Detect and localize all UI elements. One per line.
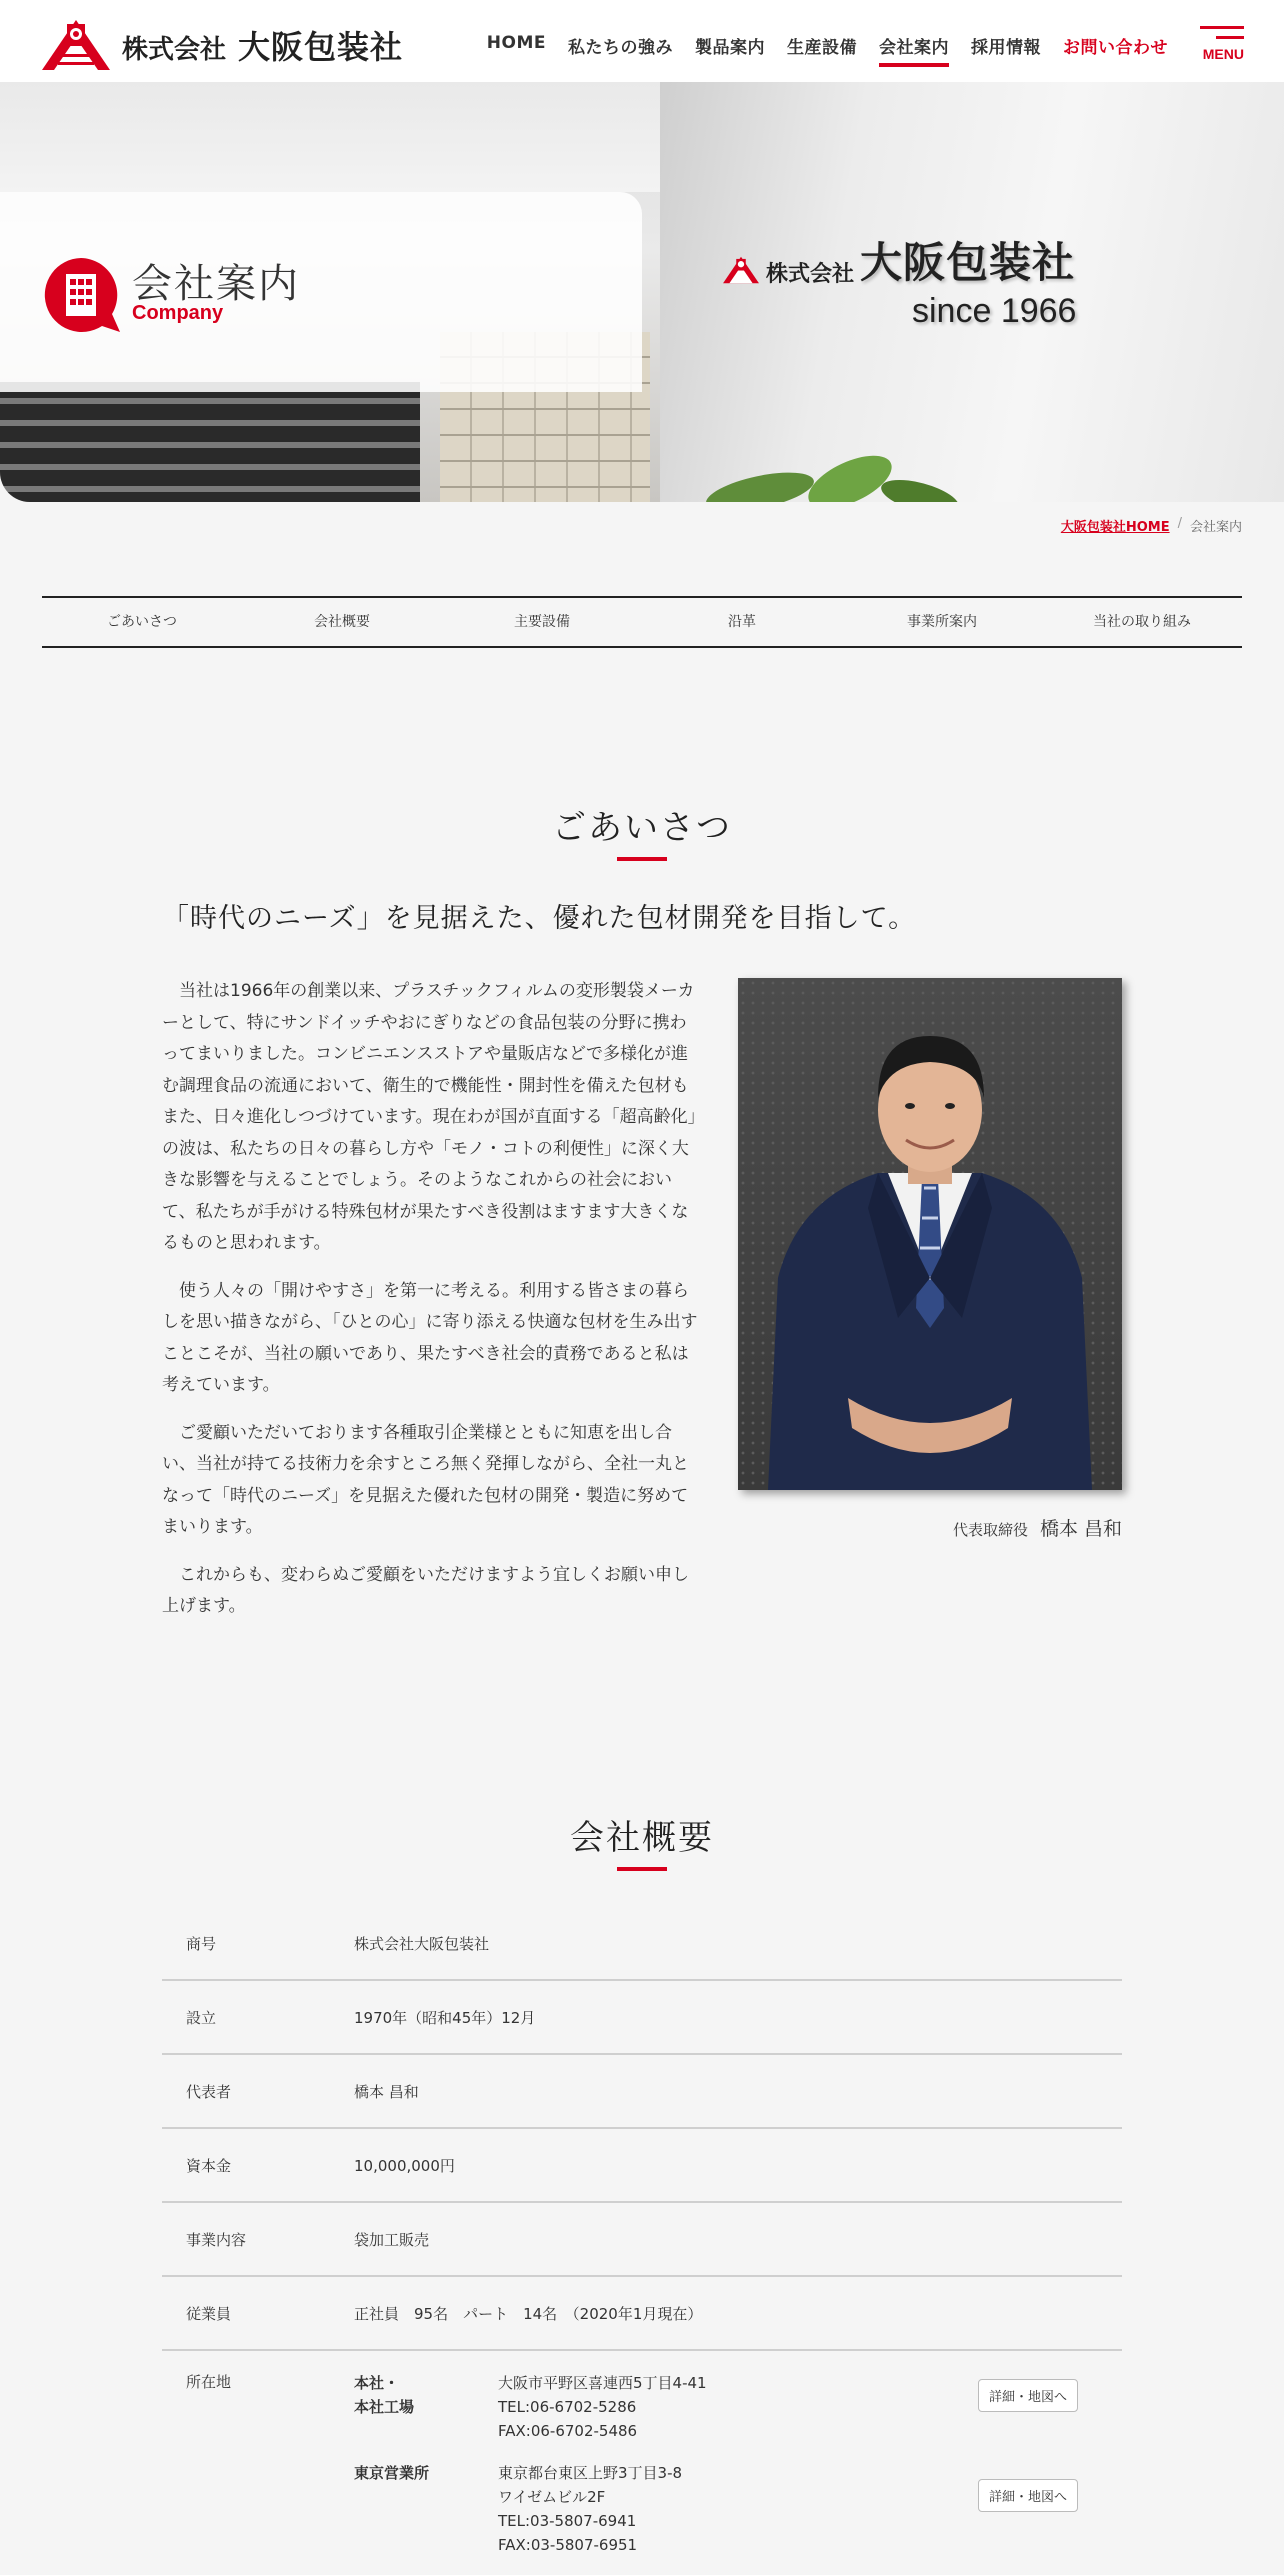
table-row bbox=[162, 1981, 1122, 2055]
anchor-initiatives[interactable]: 当社の取り組み bbox=[1093, 614, 1191, 630]
overview-title: 会社概要 bbox=[570, 1818, 714, 1858]
hero-photo-ceiling bbox=[0, 82, 660, 192]
greeting-paragraph: ご愛顧いただいております各種取引企業様とともに知恵を出し合い、当社が持てる技術力を余すところ無く発揮しながら、全社一丸となって「時代のニーズ」を見据えた優れた包材の開発・製造に努めてまいります。 bbox=[162, 1422, 689, 1537]
address-place-line: 本社工場 bbox=[354, 2398, 415, 2416]
hero-wall-sign bbox=[722, 230, 1075, 290]
address-line: 東京都台東区上野3丁目3-8 bbox=[498, 2464, 683, 2482]
company-overview-table bbox=[162, 1907, 1122, 2575]
sign-logo-icon bbox=[722, 250, 760, 290]
page-subtitle: Company bbox=[132, 302, 224, 324]
table-row bbox=[162, 2129, 1122, 2203]
row-label: 代表者 bbox=[186, 2082, 232, 2101]
address-line: 大阪市平野区喜連西5丁目4-41 bbox=[498, 2374, 707, 2392]
address-place bbox=[354, 2371, 498, 2443]
row-value: 正社員 95名 パート 14名 （2020年1月現在） bbox=[354, 2304, 703, 2323]
caption-role: 代表取締役 bbox=[952, 1521, 1028, 1539]
address-line: TEL:03-5807-6941 bbox=[498, 2512, 637, 2530]
menu-bar-icon bbox=[1216, 36, 1244, 39]
nav-facilities[interactable]: 生産設備 bbox=[787, 38, 857, 58]
anchor-offices[interactable]: 事業所案内 bbox=[907, 614, 977, 630]
row-label: 設立 bbox=[186, 2008, 217, 2027]
nav-strengths[interactable]: 私たちの強み bbox=[568, 38, 673, 58]
sign-since: since 1966 bbox=[912, 292, 1077, 330]
table-row bbox=[162, 1907, 1122, 1981]
row-label: 商号 bbox=[186, 1934, 217, 1953]
anchor-greeting[interactable]: ごあいさつ bbox=[107, 614, 177, 630]
address-head-office bbox=[354, 2371, 1122, 2443]
address-lines bbox=[498, 2461, 682, 2557]
row-label: 資本金 bbox=[186, 2156, 232, 2175]
page-title: 会社案内 bbox=[132, 261, 300, 307]
logo-company-name: 大阪包装社 bbox=[238, 28, 404, 66]
greeting-paragraph: 当社は1966年の創業以来、プラスチックフィルムの変形製袋メーカーとして、特にサンドイッチやおにぎりなどの食品包装の分野に携わってまいりました。コンビニエンスストアや量販店などで多様化が進む調理食品の流通において、衛生的で機能性・開封性を備えた包材もまた、日々進化しつづけています。現在わが国が直面する「超高齢化」の波は、私たちの日々の暮らし方や「モノ・コトの利便性」に深く大きな影響を与えることでしょう。そのようなこれからの社会において、私たちが手がける特殊包材が果たすべき役割はますます大きくなるものと思われます。 bbox=[162, 981, 697, 1253]
nav-recruit[interactable]: 採用情報 bbox=[971, 38, 1041, 58]
greeting-title: ごあいさつ bbox=[552, 808, 732, 848]
greeting-body bbox=[162, 976, 700, 1639]
table-row bbox=[162, 2277, 1122, 2351]
address-place-line: 東京営業所 bbox=[354, 2464, 430, 2482]
president-caption bbox=[953, 1514, 1122, 1541]
table-row bbox=[162, 2203, 1122, 2277]
global-nav bbox=[465, 33, 1168, 67]
sign-company-type: 株式会社 bbox=[766, 262, 855, 287]
greeting-lead: 「時代のニーズ」を見据えた、優れた包材開発を目指して。 bbox=[162, 903, 917, 934]
breadcrumb bbox=[1061, 516, 1242, 535]
hero-photo-stairs bbox=[0, 382, 420, 502]
hero-banner bbox=[0, 82, 1284, 502]
site-logo[interactable] bbox=[40, 18, 403, 72]
greeting-heading bbox=[0, 800, 1284, 861]
heading-underline bbox=[617, 857, 667, 861]
address-place bbox=[354, 2461, 498, 2557]
nav-home[interactable]: HOME bbox=[486, 33, 546, 53]
nav-company[interactable]: 会社案内 bbox=[879, 33, 949, 67]
address-lines bbox=[498, 2371, 707, 2443]
address-line: ワイゼムビル2F bbox=[498, 2488, 606, 2506]
row-value: 袋加工販売 bbox=[354, 2230, 430, 2249]
breadcrumb-current: 会社案内 bbox=[1189, 520, 1242, 535]
site-header bbox=[0, 0, 1284, 82]
logo-company-type: 株式会社 bbox=[122, 35, 227, 65]
nav-products[interactable]: 製品案内 bbox=[695, 38, 765, 58]
map-detail-button[interactable]: 詳細・地図へ bbox=[978, 2479, 1078, 2512]
address-list bbox=[354, 2371, 1122, 2575]
table-row-address bbox=[162, 2351, 1122, 2575]
address-line: FAX:06-6702-5486 bbox=[498, 2422, 638, 2440]
anchor-equipment[interactable]: 主要設備 bbox=[514, 614, 570, 630]
anchor-overview[interactable]: 会社概要 bbox=[314, 614, 370, 630]
page-anchor-nav bbox=[42, 596, 1242, 648]
sign-company-name: 大阪包装社 bbox=[860, 238, 1076, 287]
row-label: 所在地 bbox=[186, 2373, 232, 2391]
breadcrumb-home-link[interactable]: 大阪包装社HOME bbox=[1060, 520, 1170, 535]
overview-heading bbox=[0, 1810, 1284, 1871]
row-value: 株式会社大阪包装社 bbox=[354, 1934, 490, 1953]
greeting-paragraph: 使う人々の「開けやすさ」を第一に考える。利用する皆さまの暮らしを思い描きながら、「ひとの心」に寄り添える快適な包材を生み出すことこそが、当社の願いであり、果たすべき社会的責務であると私は考えています。 bbox=[162, 1280, 698, 1395]
company-logo-icon bbox=[40, 18, 112, 72]
row-label: 従業員 bbox=[186, 2304, 232, 2323]
row-value: 1970年（昭和45年）12月 bbox=[354, 2008, 536, 2027]
menu-button[interactable] bbox=[1200, 22, 1244, 66]
hero-plant-image bbox=[700, 442, 960, 502]
caption-name: 橋本 昌和 bbox=[1039, 1518, 1122, 1540]
row-value: 橋本 昌和 bbox=[354, 2082, 419, 2101]
building-icon bbox=[42, 256, 120, 334]
menu-bar-icon bbox=[1200, 26, 1244, 29]
menu-label: MENU bbox=[1202, 46, 1244, 62]
nav-contact[interactable]: お問い合わせ bbox=[1063, 38, 1168, 58]
address-line: TEL:06-6702-5286 bbox=[498, 2398, 637, 2416]
map-detail-button[interactable]: 詳細・地図へ bbox=[978, 2379, 1078, 2412]
row-label: 事業内容 bbox=[186, 2230, 247, 2249]
president-photo bbox=[738, 978, 1122, 1490]
address-line: FAX:03-5807-6951 bbox=[498, 2536, 638, 2554]
breadcrumb-separator: / bbox=[1177, 516, 1182, 531]
row-value: 10,000,000円 bbox=[354, 2156, 455, 2175]
greeting-paragraph: これからも、変わらぬご愛顧をいただけますよう宜しくお願い申し上げます。 bbox=[162, 1564, 689, 1616]
table-row bbox=[162, 2055, 1122, 2129]
hero-title-panel bbox=[0, 192, 642, 392]
anchor-history[interactable]: 沿革 bbox=[728, 614, 756, 630]
address-tokyo-office bbox=[354, 2461, 1122, 2557]
address-place-line: 本社・ bbox=[354, 2374, 400, 2392]
president-portrait-image bbox=[738, 978, 1122, 1490]
heading-underline bbox=[617, 1867, 667, 1871]
